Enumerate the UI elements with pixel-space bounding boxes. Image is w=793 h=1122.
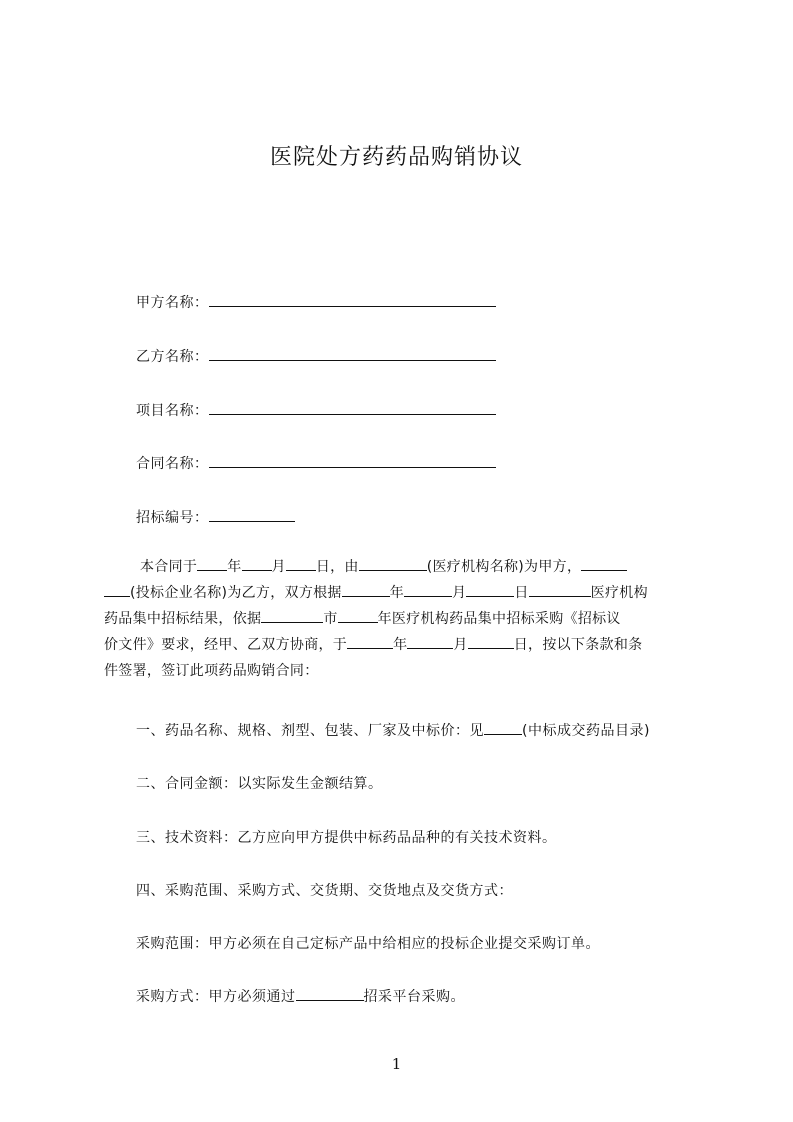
blank-month[interactable] <box>404 584 452 597</box>
clause-procurement-method <box>136 986 465 1006</box>
intro-text: 年 <box>227 559 242 575</box>
tender-number-label: 招标编号： <box>136 510 209 526</box>
contract-name-field <box>136 453 496 473</box>
intro-paragraph <box>104 554 702 684</box>
clause-procurement-scope: 采购范围：甲方必须在自己定标产品中给相应的投标企业提交采购订单。 <box>136 936 600 952</box>
blank-bidder-cont[interactable] <box>104 584 130 597</box>
clause-2: 二、合同金额：以实际发生金额结算。 <box>136 776 383 792</box>
project-name-blank[interactable] <box>209 402 496 415</box>
blank-month[interactable] <box>242 558 272 571</box>
clause-1-text: 一、药品名称、规格、剂型、包装、厂家及中标价：见 <box>136 723 484 739</box>
clause-4: 四、采购范围、采购方式、交货期、交货地点及交货方式： <box>136 883 513 899</box>
intro-text: (投标企业名称)为乙方，双方根据 <box>130 585 342 601</box>
intro-line-3 <box>104 606 702 632</box>
intro-text: 日，按以下条款和条 <box>513 637 643 653</box>
intro-line-4 <box>104 632 702 658</box>
intro-text: 医疗机构 <box>590 585 648 601</box>
blank-year[interactable] <box>197 558 227 571</box>
intro-text: 年医疗机构药品集中招标采购《招标议 <box>377 611 621 627</box>
intro-text: 日，由 <box>315 559 359 575</box>
intro-text: 年 <box>393 637 408 653</box>
procurement-method-text: 采购方式：甲方必须通过 <box>136 989 296 1005</box>
intro-text: 药品集中招标结果，依据 <box>104 611 262 627</box>
intro-text: 月 <box>453 637 468 653</box>
blank-year[interactable] <box>342 584 390 597</box>
project-name-field <box>136 400 496 420</box>
contract-name-label: 合同名称： <box>136 456 209 472</box>
party-b-label: 乙方名称： <box>136 349 209 365</box>
intro-text: 价文件》要求，经甲、乙双方协商，于 <box>104 637 348 653</box>
clause-1 <box>136 720 650 740</box>
procurement-platform-blank[interactable] <box>296 988 364 1001</box>
tender-number-field <box>136 507 295 527</box>
intro-text: (医疗机构名称)为甲方， <box>426 559 582 575</box>
intro-text: 年 <box>389 585 405 601</box>
blank-month[interactable] <box>407 636 453 649</box>
blank-city[interactable] <box>261 610 323 623</box>
intro-line-5 <box>104 658 702 684</box>
tender-number-blank[interactable] <box>209 509 295 522</box>
clause-3: 三、技术资料：乙方应向甲方提供中标药品品种的有关技术资料。 <box>136 830 557 846</box>
intro-line-1 <box>104 554 702 580</box>
project-name-label: 项目名称： <box>136 403 209 419</box>
party-b-field <box>136 346 496 366</box>
page-number: 1 <box>391 1055 402 1073</box>
blank-day[interactable] <box>466 584 514 597</box>
intro-text: 月 <box>452 585 467 601</box>
blank-year[interactable] <box>347 636 393 649</box>
party-a-blank[interactable] <box>209 294 496 307</box>
blank-bidder[interactable] <box>581 558 627 571</box>
party-b-blank[interactable] <box>209 348 496 361</box>
clause-1-text-end: (中标成交药品目录) <box>522 723 650 739</box>
party-a-label: 甲方名称： <box>136 295 209 311</box>
procurement-method-text-end: 招采平台采购。 <box>363 989 465 1005</box>
clause-1-blank[interactable] <box>484 722 522 735</box>
blank-year[interactable] <box>338 610 378 623</box>
party-a-field <box>136 292 496 312</box>
intro-text: 月 <box>271 559 286 575</box>
blank-day[interactable] <box>468 636 514 649</box>
document-title: 医院处方药药品购销协议 <box>269 145 523 170</box>
intro-text: 本合同于 <box>140 559 198 575</box>
intro-text: 日 <box>514 585 529 601</box>
contract-name-blank[interactable] <box>209 455 496 468</box>
blank-day[interactable] <box>286 558 316 571</box>
intro-text: 件签署，签订此项药品购销合同： <box>104 663 319 679</box>
blank-hospital[interactable] <box>359 558 427 571</box>
blank-hospital-type[interactable] <box>529 584 591 597</box>
intro-line-2 <box>104 580 702 606</box>
intro-text: 市 <box>323 611 338 627</box>
